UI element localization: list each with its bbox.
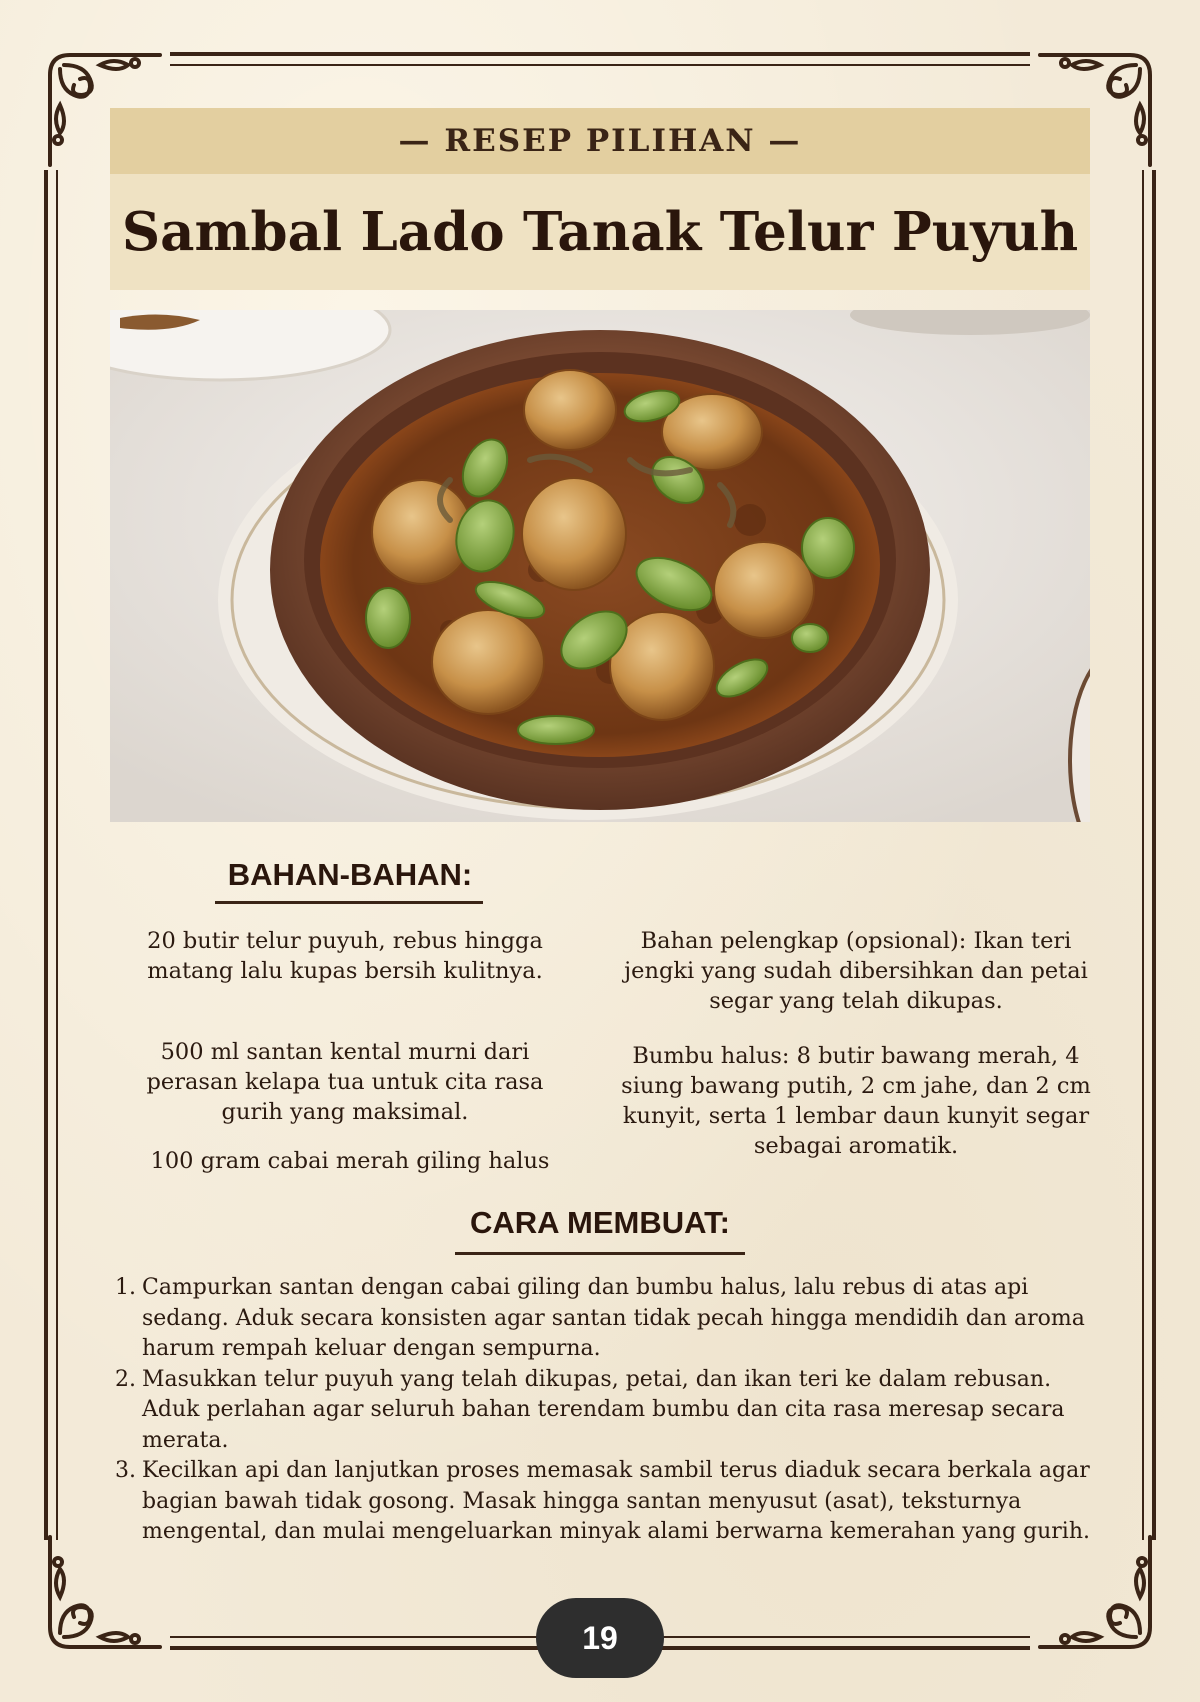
ingredient-item-complements: Bahan pelengkap (opsional): Ikan teri jengki yang sudah dibersihkan dan petai segar yang telah dikupas. (624, 928, 1088, 1014)
step-text: Campurkan santan dengan cabai giling dan bumbu halus, lalu rebus di atas api sedang. Aduk secara konsisten agar santan tidak pecah hingga mendidih dan aroma harum rempah keluar dengan sempurna. (142, 1275, 1085, 1361)
recipe-title: Sambal Lado Tanak Telur Puyuh (121, 201, 1079, 263)
food-photo (110, 310, 1090, 822)
page-number-badge (536, 1598, 664, 1678)
method-heading: CARA MEMBUAT: (469, 1205, 731, 1240)
method-heading-rule (455, 1252, 745, 1255)
kicker-band (110, 108, 1090, 174)
frame-top-line (170, 52, 1030, 56)
ingredient-item-santan: 500 ml santan kental murni dari perasan kelapa tua untuk cita rasa gurih yang maksimal. (146, 1039, 544, 1125)
frame-right-line (1152, 170, 1156, 1540)
frame-left-line (44, 170, 48, 1540)
method-step-1 (112, 1273, 1090, 1365)
step-number: 3. (115, 1458, 136, 1483)
ingredients-heading: BAHAN-BAHAN: (227, 857, 473, 892)
frame-left-line-thin (56, 170, 58, 1540)
step-number: 1. (115, 1275, 136, 1300)
food-photo-illustration (110, 310, 1090, 822)
title-band (110, 174, 1090, 290)
page-number: 19 (582, 1619, 618, 1656)
step-text: Kecilkan api dan lanjutkan proses memasak sambil terus diaduk secara berkala agar bagian bawah tidak gosong. Masak hingga santan menyusut (asat), teksturnya mengental, dan mulai mengeluarkan minyak alami berwarna kemerahan yang gurih. (142, 1458, 1090, 1544)
recipe-kicker: — RESEP PILIHAN — (398, 123, 802, 159)
frame-right-line-thin (1142, 170, 1144, 1540)
ingredients-heading-rule (215, 901, 483, 904)
ingredient-item-bumbu-halus: Bumbu halus: 8 butir bawang merah, 4 siung bawang putih, 2 cm jahe, dan 2 cm kunyit, serta 1 lembar daun kunyit segar sebagai aromatik. (621, 1043, 1091, 1159)
frame-top-line-thin (170, 64, 1030, 66)
ingredient-item-quail-eggs: 20 butir telur puyuh, rebus hingga matang lalu kupas bersih kulitnya. (147, 928, 543, 984)
method-step-2 (112, 1365, 1090, 1457)
step-text: Masukkan telur puyuh yang telah dikupas, petai, dan ikan teri ke dalam rebusan. Aduk perlahan agar seluruh bahan terendam bumbu dan cita rasa meresap secara merata. (142, 1366, 1065, 1453)
ingredient-item-cabai: 100 gram cabai merah giling halus (150, 1148, 550, 1174)
step-number: 2. (115, 1366, 136, 1392)
method-step-3 (112, 1456, 1090, 1548)
method-steps (112, 1273, 1090, 1548)
